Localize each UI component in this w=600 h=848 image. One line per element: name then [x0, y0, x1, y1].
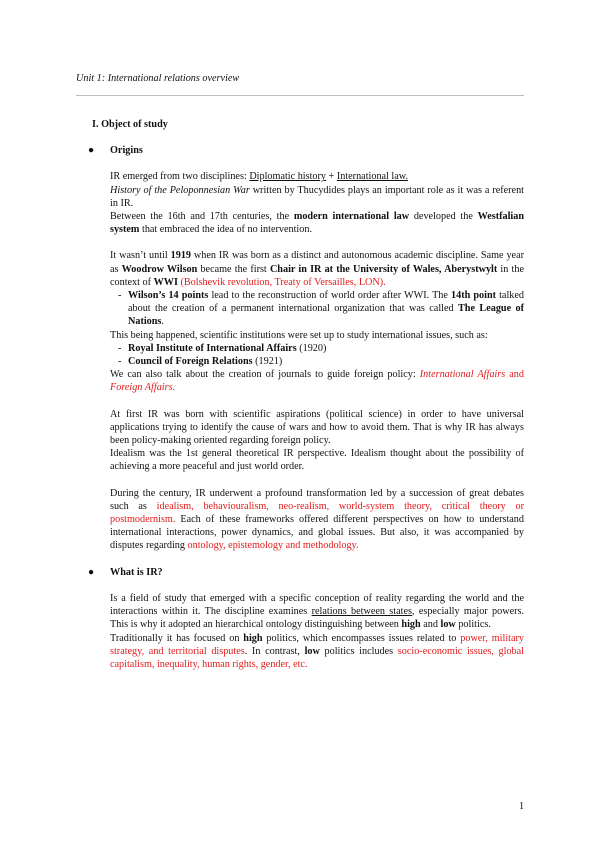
list-item-wilson-points: - Wilson’s 14 points lead to the reconstruction of world order after WWI. The 14th point talked about the creation of a permanent international organization that was called The League of Nations.: [118, 290, 524, 328]
section-heading: [92, 118, 524, 131]
origins-paragraph-3b: Idealism was the 1st general theoretical IR perspective. Idealism thought about the possibility of achieving a more peaceful and just world order.: [110, 448, 524, 473]
origins-paragraph-3a: At first IR was born with scientific aspirations (political science) in order to have universal applications trying to identify the cause of wars and how to avoid them. That is why IR has always been policy-making oriented regarding foreign policy.: [110, 408, 524, 447]
bullet-dot-icon: ●: [88, 566, 95, 578]
section-number: I.: [92, 119, 99, 130]
page-content: [76, 118, 524, 671]
origins-paragraph-1: IR emerged from two disciplines: Diplomatic history + International law. History of the Peloponnesian War written by Thucydides plays an important role as it was a referent in IR. Between the 16th and 17th centuries, the modern international law developed the Westfalian system that embraced the idea of no intervention.: [110, 171, 524, 236]
list-item-council: - Council of Foreign Relations (1921): [118, 356, 283, 368]
journals-paragraph: We can also talk about the creation of journals to guide foreign policy: International Affairs and Foreign Affairs.: [110, 369, 524, 394]
list-item-royal-institute: - Royal Institute of International Affairs (1920): [118, 342, 327, 354]
running-header: Unit 1: International relations overview: [76, 73, 240, 84]
bullet-dot-icon: ●: [88, 145, 95, 157]
section-title: Object of study: [101, 119, 168, 130]
subheading-what-is-ir: ● What is IR?: [88, 566, 163, 578]
origins-paragraph-4: During the century, IR underwent a profound transformation led by a succession of great debates such as idealism, behaviouralism, neo-realism, world-system theory, critical theory or postmodernism. Each of these frameworks offered different perspectives on how to understand international interactions, power dynamics, and global issues. But also, it was accompanied by disputes regarding ontology, epistemology and methodology.: [110, 487, 524, 552]
what-is-ir-paragraph-1: Is a field of study that emerged with a specific conception of reality regarding the world and the interactions within it. The discipline examines relations between states, especially major powers. This is why it adopted an hierarchical ontology distinguishing between high and low politics.: [110, 592, 525, 631]
institutions-intro: This being happened, scientific institutions were set up to study international issues, such as:: [110, 329, 488, 341]
what-is-ir-paragraph-2: Traditionally it has focused on high politics, which encompasses issues related to power, military strategy, and territorial disputes. In contrast, low politics includes socio-economic issues, global capitalism, inequality, human rights, gender, etc.: [110, 632, 524, 670]
subheading-origins: ● Origins: [88, 145, 143, 157]
page-number: 1: [519, 801, 525, 812]
origins-paragraph-2: It wasn’t until 1919 when IR was born as a distinct and autonomous academic discipline. Same year as Woodrow Wilson became the first Chair in IR at the University of Wales, Aberystwylt in the context of WWI (Bolshevik revolution, Treaty of Versailles, LON).: [110, 250, 524, 288]
header-divider: [76, 95, 524, 96]
